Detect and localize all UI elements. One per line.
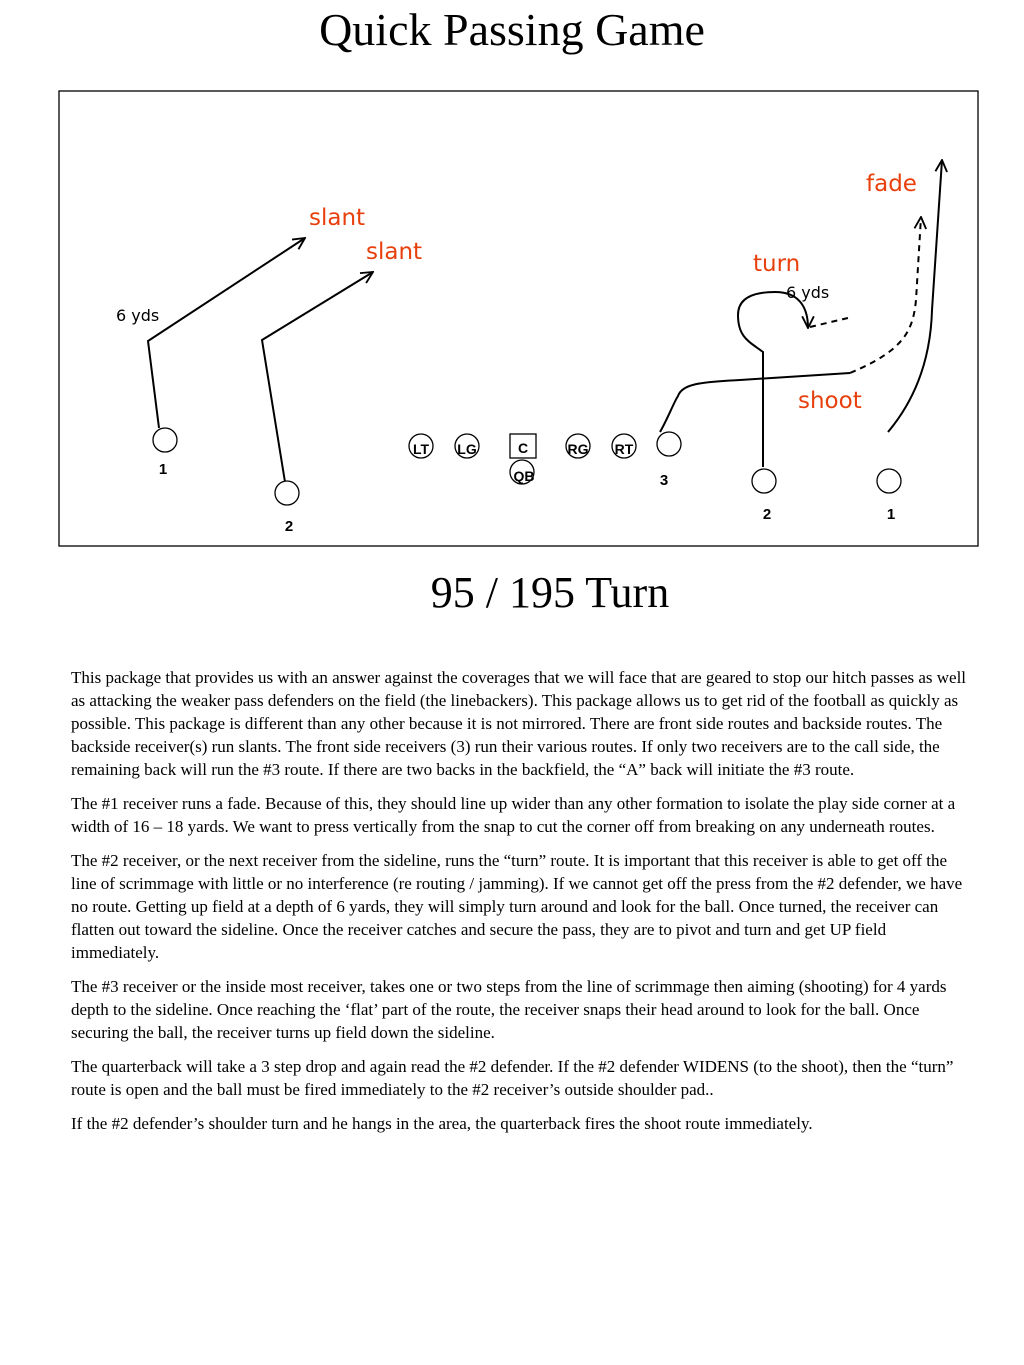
receiver-right-slot bbox=[657, 432, 681, 456]
route-shoot-extension bbox=[850, 217, 921, 373]
receiver-left-outer bbox=[153, 428, 177, 452]
paragraph: The quarterback will take a 3 step drop and again read the #2 defender. If the #2 defender WIDENS (to the shoot), then the “turn” route is open and the ball must be fired immediately to the #2 receiver’s outside shoulder pad.. bbox=[71, 1057, 954, 1099]
receiver-left-inner bbox=[275, 481, 299, 505]
receiver-right-outer-number: 1 bbox=[886, 506, 896, 523]
route-slant-outer bbox=[148, 238, 305, 428]
route-label-slant-outer: slant bbox=[309, 205, 366, 231]
route-slant-inner bbox=[262, 272, 373, 482]
route-fade bbox=[888, 160, 942, 432]
lineman-rt-label: RT bbox=[614, 441, 634, 457]
receiver-right-inner bbox=[752, 469, 776, 493]
route-label-turn: turn bbox=[753, 251, 801, 277]
description bbox=[71, 666, 967, 1146]
paragraph: If the #2 defender’s shoulder turn and he hangs in the area, the quarterback fires the shoot route immediately. bbox=[71, 1114, 813, 1133]
route-label-fade: fade bbox=[866, 171, 917, 197]
route-turn-flatten bbox=[810, 317, 852, 327]
quarterback-label: QB bbox=[513, 468, 535, 484]
paragraph: This package that provides us with an answer against the coverages that we will face that are geared to stop our hitch passes as well as attacking the weaker pass defenders on the field (the linebackers). This package allows us to get rid of the football as quickly as possible. This package is different than any other because it is not mirrored. There are front side routes and backside routes. The backside receiver(s) run slants. The front side receivers (3) run their various routes. If only two receivers are to the call side, the remaining back will run the #3 route. If there are two backs in the backfield, the “A” back will initiate the #3 route. bbox=[71, 668, 967, 779]
receiver-right-outer bbox=[877, 469, 901, 493]
lineman-lt-label: LT bbox=[412, 441, 430, 457]
paragraph: The #2 receiver, or the next receiver from the sideline, runs the “turn” route. It is important that this receiver is able to get off the line of scrimmage with little or no interference (re routing / jamming). If we cannot get off the press from the #2 defender, we have no route. Getting up field at a depth of 6 yards, they will simply turn around and look for the ball. Once turned, the receiver can flatten out toward the sideline. Once the receiver catches and secure the pass, they are to pivot and turn and get UP field immediately. bbox=[71, 851, 963, 962]
receiver-left-inner-number: 2 bbox=[284, 518, 294, 535]
play-title: 95 / 195 Turn bbox=[430, 568, 670, 617]
route-label-shoot: shoot bbox=[798, 388, 862, 414]
lineman-c-label: C bbox=[517, 440, 529, 456]
receiver-right-slot-number: 3 bbox=[659, 472, 669, 489]
lineman-rg-label: RG bbox=[567, 441, 589, 457]
page-title: Quick Passing Game bbox=[319, 4, 705, 55]
play-diagram bbox=[0, 0, 1024, 560]
receiver-left-outer-number: 1 bbox=[158, 461, 168, 478]
yard-label-right: 6 yds bbox=[786, 283, 830, 302]
receiver-right-inner-number: 2 bbox=[762, 506, 772, 523]
route-label-slant-inner: slant bbox=[366, 239, 423, 265]
lineman-lg-label: LG bbox=[457, 441, 477, 457]
paragraph: The #1 receiver runs a fade. Because of this, they should line up wider than any other formation to isolate the play side corner at a width of 16 – 18 yards. We want to press vertically from the snap to cut the corner off from breaking on any underneath routes. bbox=[71, 794, 956, 836]
yard-label-left: 6 yds bbox=[116, 306, 160, 325]
paragraph: The #3 receiver or the inside most receiver, takes one or two steps from the line of scrimmage then aiming (shooting) for 4 yards depth to the sideline. Once reaching the ‘flat’ part of the route, the receiver snaps their head around to look for the ball. Once securing the ball, the receiver turns up field down the sideline. bbox=[71, 977, 947, 1042]
